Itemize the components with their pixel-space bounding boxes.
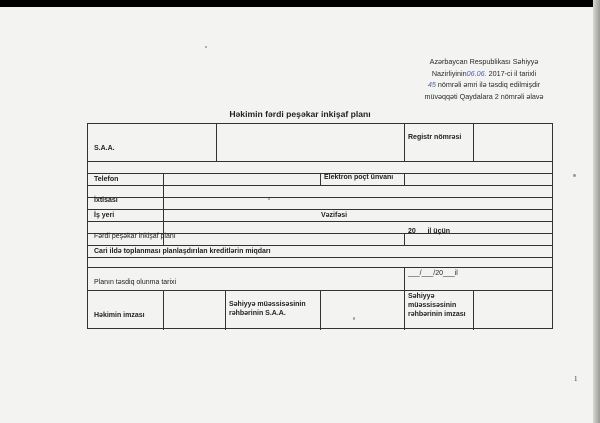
phone-label: Telefon [94, 176, 119, 183]
registry-number-label: Registr nömrəsi [408, 134, 462, 141]
plan-label: Fərdi peşəkar inkişaf planı [94, 233, 176, 240]
page-number: 1 [574, 375, 578, 383]
document-title: Həkimin fərdi peşəkar inkişaf planı [229, 109, 371, 119]
scan-border-right [593, 0, 600, 423]
scan-speck [573, 174, 576, 177]
approval-date-blank: ___/___/20___il [408, 270, 458, 277]
scan-border-top [0, 0, 600, 7]
approval-line-2-suffix: 2017-ci il tarixli [488, 68, 537, 78]
position-label: Vəzifəsi [321, 212, 348, 219]
approval-line-2 [414, 68, 554, 80]
approval-line-2-prefix: Nazirliyinin [431, 68, 467, 78]
approval-stamp-text [414, 56, 554, 102]
workplace-label: İş yeri [94, 212, 115, 219]
development-plan-form [87, 123, 553, 329]
scan-speck [353, 317, 355, 320]
head-name-label: Səhiyyə müəssisəsinin rəhbərinin S.A.A. [229, 301, 306, 317]
credits-label: Cari ildə toplanması planlaşdırılan kreditlərin miqdarı [94, 248, 271, 255]
approval-line-4: müvəqqəti Qaydalara 2 nömrəli əlavə [424, 91, 544, 101]
head-signature-label: Səhiyyə müəssisəsinin rəhbərinin imzası [408, 293, 466, 318]
scan-speck [205, 46, 207, 48]
specialty-label: İxtisası [94, 197, 118, 204]
saa-label: S.A.A. [94, 145, 115, 152]
email-label: Elektron poçt ünvanı [324, 174, 394, 181]
approval-line-3 [414, 79, 554, 91]
approval-date-label: Planın təsdiq olunma tarixi [94, 279, 177, 286]
approval-handwritten-number: 45 [427, 80, 436, 89]
approval-line-3-suffix: nömrəli əmri ilə təsdiq edilmişdir [437, 80, 541, 89]
approval-line-1: Azərbaycan Respublikası Səhiyyə [429, 57, 539, 66]
scan-speck [268, 198, 270, 200]
approval-handwritten-date: 06.06. [466, 68, 487, 78]
year-for-blank: 20___il üçün [408, 228, 451, 235]
doctor-signature-label: Həkimin imzası [94, 312, 145, 319]
